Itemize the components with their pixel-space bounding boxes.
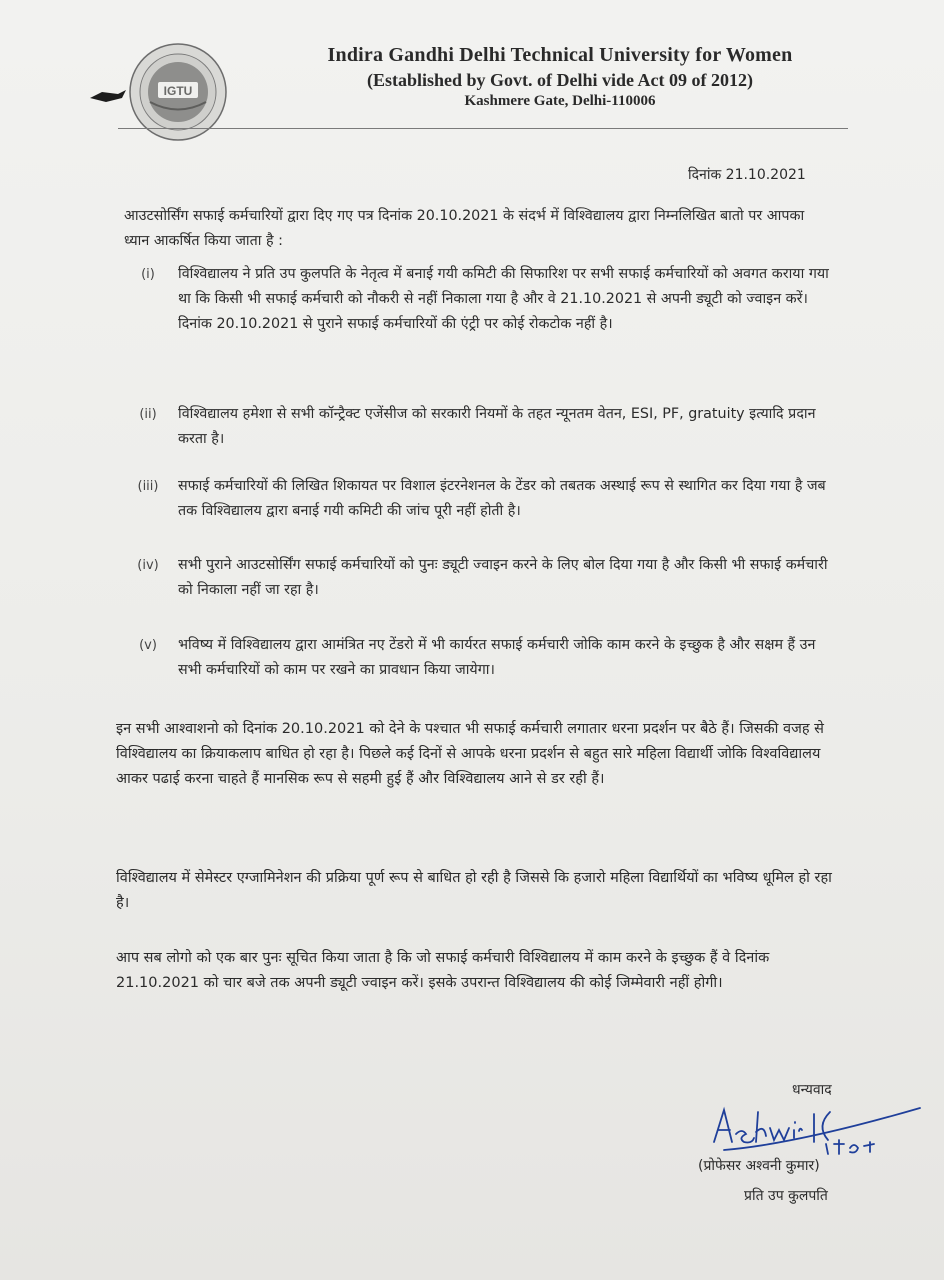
svg-text:IGTU: IGTU: [163, 84, 193, 98]
handwritten-signature: [706, 1100, 926, 1160]
body-paragraph: इन सभी आश्वाशनो को दिनांक 20.10.2021 को देने के पश्चात भी सफाई कर्मचारी लगातार धरना प्रदर्शन पर बैठे हैं। जिसकी वजह से विश्विद्यालय का क्रियाकलाप बाधित हो रहा है। पिछले कई दिनों से आपके धरना प्रदर्शन से बहुत सारे महिला विद्यार्थी जोकि विश्वविद्यालय आकर पढाई करना चाहते हैं मानसिक रूप से सहमी हुई हैं और विश्विद्यालय आने से डर रही हैं।: [116, 721, 824, 787]
item-text: भविष्य में विश्विद्यालय द्वारा आमंत्रित नए टेंडरो में भी कार्यरत सफाई कर्मचारी जोकि काम करने के इच्छुक है और सक्षम हैं उन सभी कर्मचारियों को काम पर रखने का प्रावधान किया जायेगा।: [178, 637, 816, 678]
item-number: (iv): [137, 558, 159, 573]
body-paragraph: आप सब लोगो को एक बार पुनः सूचित किया जाता है कि जो सफाई कर्मचारी विश्विद्यालय में काम करने के इच्छुक हैं वे दिनांक 21.10.2021 को चार बजे तक अपनी ड्यूटी ज्वाइन करें। इसके उपरान्त विश्विद्यालय की कोई जिम्मेवारी नहीं होगी।: [116, 950, 770, 991]
signer-title: प्रति उप कुलपति: [744, 1188, 828, 1204]
letter-date: दिनांक 21.10.2021: [688, 167, 806, 183]
hand-pen-mark: [88, 86, 128, 106]
establishment-line: (Established by Govt. of Delhi vide Act 09 of 2012): [366, 70, 753, 90]
header-divider: [118, 128, 848, 129]
university-name: Indira Gandhi Delhi Technical University for Women: [327, 44, 793, 66]
item-number: (ii): [139, 407, 157, 422]
item-text: विश्विद्यालय हमेशा से सभी कॉन्ट्रैक्ट एजेंसीज को सरकारी नियमों के तहत न्यूनतम वेतन, ESI, PF, gratuity इत्यादि प्रदान करता है।: [178, 406, 816, 447]
intro-paragraph: आउटसोर्सिंग सफाई कर्मचारियों द्वारा दिए गए पत्र दिनांक 20.10.2021 के संदर्भ में विश्विद्यालय द्वारा निम्नलिखित बातो पर आपका ध्यान आकर्षित किया जाता है :: [124, 208, 805, 249]
item-text: सभी पुराने आउटसोर्सिंग सफाई कर्मचारियों को पुनः ड्यूटी ज्वाइन करने के लिए बोल दिया गया है और किसी भी सफाई कर्मचारी को निकाला नहीं जा रहा है।: [178, 557, 828, 598]
university-address: Kashmere Gate, Delhi-110006: [464, 93, 656, 109]
item-text: सफाई कर्मचारियों की लिखित शिकायत पर विशाल इंटरनेशनल के टेंडर को तबतक अस्थाई रूप से स्थागित कर दिया गया है जब तक विश्विद्यालय द्वारा बनाई गयी कमिटी की जांच पूरी नहीं होती है।: [178, 478, 826, 519]
item-number: (iii): [137, 479, 159, 494]
item-number: (i): [141, 267, 155, 282]
closing-thanks: धन्यवाद: [792, 1082, 832, 1098]
item-text: विश्विद्यालय ने प्रति उप कुलपति के नेतृत्व में बनाई गयी कमिटी की सिफारिश पर सभी सफाई कर्मचारियों को अवगत कराया गया था कि किसी भी सफाई कर्मचारी को नौकरी से नहीं निकाला गया है और वे 21.10.2021 से अपनी ड्यूटी को ज्वाइन करें। दिनांक 20.10.2021 से पुराने सफाई कर्मचारियों की एंट्री पर कोई रोकटोक नहीं है।: [178, 266, 829, 332]
signer-name: (प्रोफेसर अश्वनी कुमार): [698, 1158, 820, 1174]
body-paragraph: विश्विद्यालय में सेमेस्टर एग्जामिनेशन की प्रक्रिया पूर्ण रूप से बाधित हो रही है जिससे कि हजारो महिला विद्यार्थियों का भविष्य धूमिल हो रहा है।: [116, 870, 832, 911]
item-number: (v): [139, 638, 157, 653]
university-seal-logo: [128, 42, 228, 142]
